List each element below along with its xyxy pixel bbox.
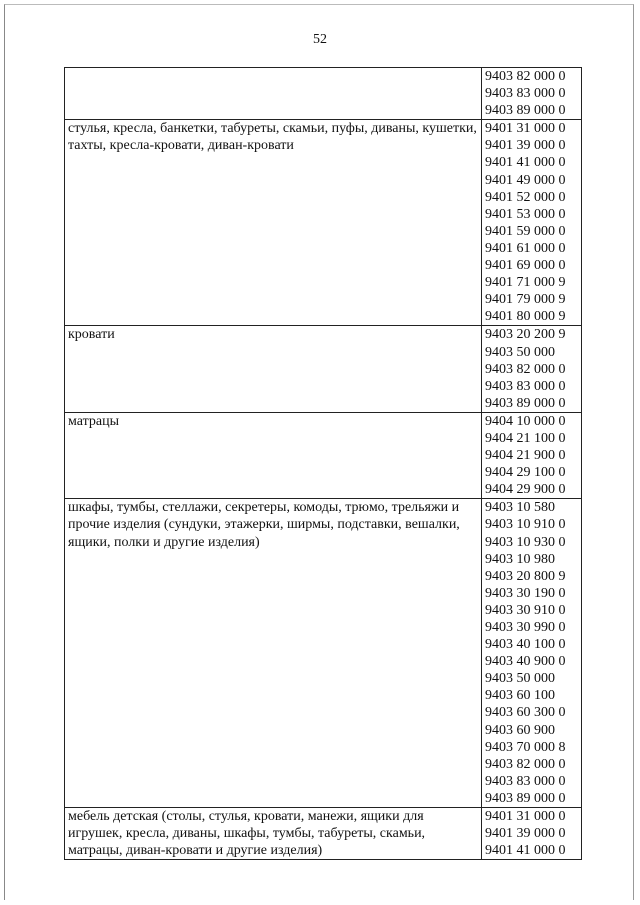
tnved-code: 9401 41 000 0 — [485, 155, 566, 171]
tnved-code: 9403 60 300 0 — [485, 705, 566, 721]
tnved-code: 9404 10 000 0 — [485, 413, 566, 429]
tnved-code: 9403 50 000 — [485, 344, 555, 360]
tnved-code: 9403 10 910 0 — [485, 517, 566, 533]
row-description: кровати — [68, 327, 115, 343]
tnved-code: 9401 31 000 0 — [485, 121, 566, 137]
tnved-code: 9404 29 900 0 — [485, 482, 566, 498]
row-description: стулья, кресла, банкетки, табуреты, скамьи, пуфы, диваны, кушетки, тахты, кресла-кровати, диван-кровати — [68, 121, 477, 154]
row-description-cell — [65, 412, 482, 498]
row-codes-cell — [482, 499, 582, 808]
table-row — [65, 326, 582, 412]
tnved-code: 9403 83 000 0 — [485, 378, 566, 394]
table-row — [65, 412, 582, 498]
table-row — [65, 499, 582, 808]
tnved-code: 9404 29 100 0 — [485, 465, 566, 481]
tnved-code: 9403 89 000 0 — [485, 395, 566, 411]
product-code-table — [64, 67, 582, 860]
row-codes-cell — [482, 412, 582, 498]
tnved-code: 9403 20 800 9 — [485, 568, 566, 584]
tnved-code: 9403 83 000 0 — [485, 86, 566, 102]
row-codes-cell — [482, 120, 582, 326]
tnved-code: 9401 41 000 0 — [485, 843, 566, 859]
row-description-cell — [65, 499, 482, 808]
tnved-code: 9404 21 900 0 — [485, 448, 566, 464]
tnved-code: 9403 83 000 0 — [485, 773, 566, 789]
tnved-code: 9403 60 100 — [485, 688, 555, 704]
row-description-cell — [65, 326, 482, 412]
row-description-cell — [65, 68, 482, 120]
tnved-code: 9401 39 000 0 — [485, 138, 566, 154]
tnved-code: 9401 69 000 0 — [485, 258, 566, 274]
page-number: 52 — [313, 32, 327, 47]
tnved-code: 9404 21 100 0 — [485, 430, 566, 446]
table-row — [65, 68, 582, 120]
tnved-code: 9401 79 000 9 — [485, 292, 566, 308]
row-description: матрацы — [68, 413, 120, 429]
tnved-code: 9401 39 000 0 — [485, 826, 566, 842]
row-codes-cell — [482, 68, 582, 120]
row-description: шкафы, тумбы, стеллажи, секретеры, комоды, трюмо, трельяжи и прочие изделия (сундуки, этажерки, ширмы, подставки, вешалки, ящики, полки и другие изделия) — [68, 500, 460, 550]
tnved-code: 9403 89 000 0 — [485, 103, 566, 119]
tnved-code: 9401 71 000 9 — [485, 275, 566, 291]
tnved-code: 9403 10 930 0 — [485, 534, 566, 550]
tnved-code: 9403 20 200 9 — [485, 327, 566, 343]
tnved-code: 9403 10 980 — [485, 551, 555, 567]
table-row — [65, 120, 582, 326]
tnved-code: 9401 80 000 9 — [485, 309, 566, 325]
tnved-code: 9403 40 900 0 — [485, 654, 566, 670]
tnved-code: 9403 89 000 0 — [485, 790, 566, 806]
tnved-code: 9401 53 000 0 — [485, 206, 566, 222]
tnved-code: 9403 40 100 0 — [485, 637, 566, 653]
tnved-code: 9401 31 000 0 — [485, 809, 566, 825]
tnved-code: 9403 82 000 0 — [485, 361, 566, 377]
tnved-code: 9403 50 000 — [485, 671, 555, 687]
tnved-code: 9403 70 000 8 — [485, 739, 566, 755]
tnved-code: 9403 60 900 — [485, 722, 555, 738]
row-codes-cell — [482, 326, 582, 412]
tnved-code: 9403 30 190 0 — [485, 585, 566, 601]
tnved-code: 9401 49 000 0 — [485, 172, 566, 188]
tnved-code: 9403 82 000 0 — [485, 756, 566, 772]
row-description-cell — [65, 120, 482, 326]
table-row — [65, 808, 582, 860]
tnved-code: 9401 61 000 0 — [485, 240, 566, 256]
tnved-code: 9403 82 000 0 — [485, 69, 566, 84]
tnved-code: 9403 10 580 — [485, 500, 555, 516]
row-codes-cell — [482, 808, 582, 860]
tnved-code: 9403 30 990 0 — [485, 620, 566, 635]
row-description: мебель детская (столы, стулья, кровати, манежи, ящики для игрушек, кресла, диваны, шкафы, тумбы, табуреты, скамьи, матрацы, диван-кровати и другие изделия) — [68, 809, 426, 859]
tnved-code: 9401 59 000 0 — [485, 223, 566, 239]
tnved-code: 9401 52 000 0 — [485, 189, 566, 205]
row-description-cell — [65, 808, 482, 860]
tnved-code: 9403 30 910 0 — [485, 602, 566, 618]
